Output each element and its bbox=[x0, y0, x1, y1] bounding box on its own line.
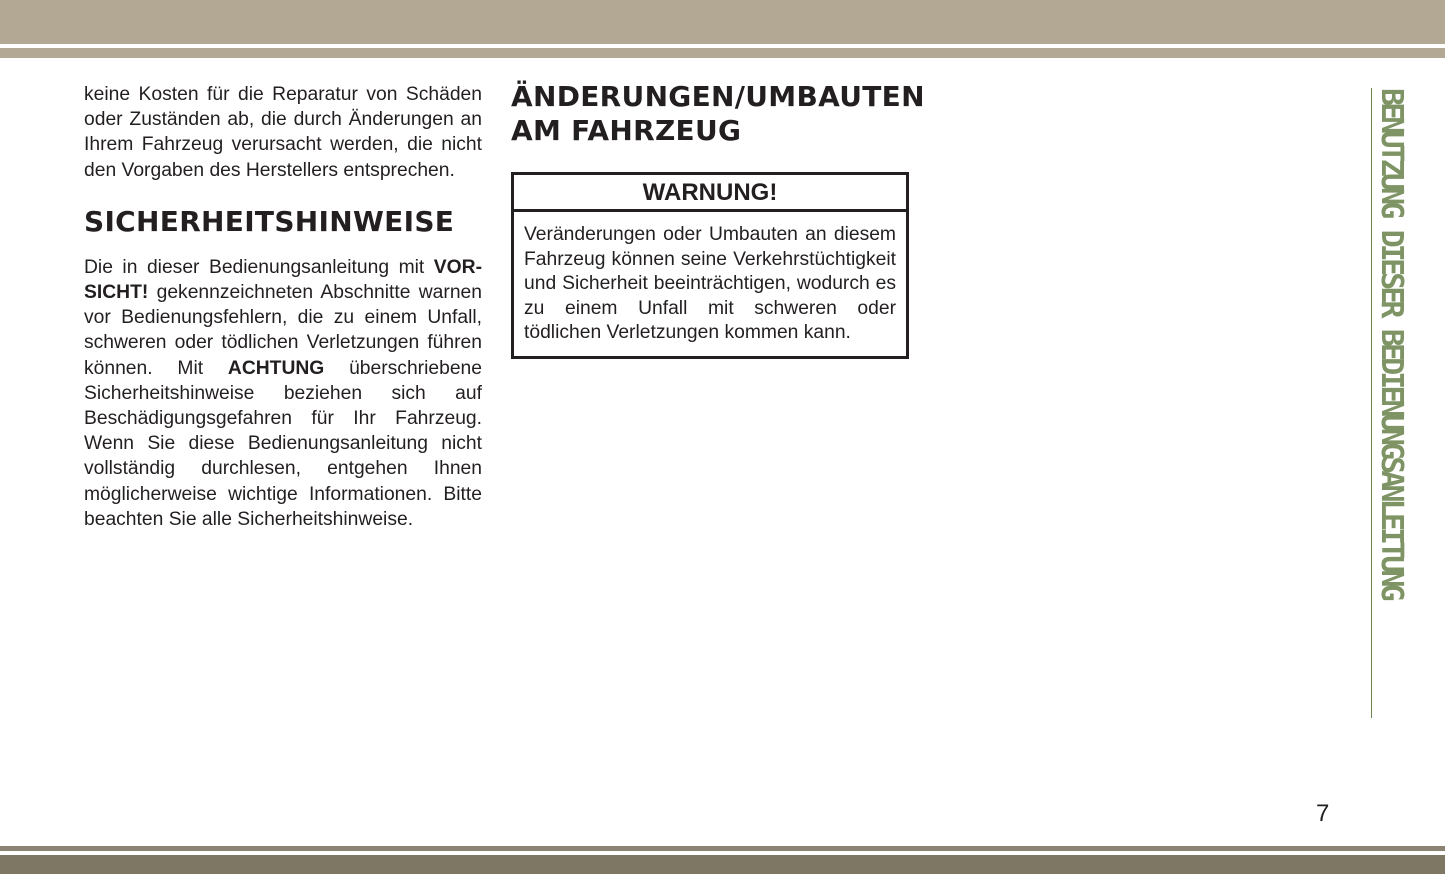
intro-paragraph: keine Kosten für die Reparatur von Schäden oder Zuständen ab, die durch Änderungen an Ihrem Fahrzeug verursacht werden, die nicht den Vorgaben des Herstellers entsprechen. bbox=[84, 84, 482, 181]
warning-box bbox=[511, 172, 909, 359]
title-line-1: ÄNDERUNGEN/UMBAUTEN bbox=[511, 80, 925, 113]
header-rule bbox=[0, 48, 1445, 58]
safety-text-2: gekennzeichneten Abschnitte warnen vor Bedienungsfehlern, die zu einem Unfall, schweren oder tödlichen Verletzungen führen können. Mit bbox=[84, 282, 482, 379]
title-line-2: AM FAHRZEUG bbox=[511, 114, 742, 147]
warning-title: WARNUNG! bbox=[514, 175, 906, 212]
section-title-modifications bbox=[511, 80, 925, 148]
footer-rule bbox=[0, 846, 1445, 851]
warning-text: Veränderungen oder Umbauten an diesem Fahrzeug können seine Verkehrstüchtigkeit und Sicherheit beeinträchtigen, wodurch es zu einem Unfall mit schweren oder tödlichen Verletzungen kommen kann. bbox=[524, 224, 896, 344]
chapter-side-tab-label: BENUTZUNG DIESER BEDIENUNGSANLEITUNG bbox=[1374, 88, 1409, 598]
safety-paragraph bbox=[84, 255, 482, 532]
chapter-side-tab bbox=[1371, 88, 1412, 718]
bold-term-vorsicht: VOR-SICHT! bbox=[84, 256, 482, 304]
right-column bbox=[511, 80, 925, 359]
header-band bbox=[0, 0, 1445, 44]
section-title-safety: SICHERHEITSHINWEISE bbox=[84, 204, 455, 238]
safety-text-1: Die in dieser Bedienungsanleitung mit bbox=[84, 256, 434, 278]
footer-band bbox=[0, 855, 1445, 874]
page-number: 7 bbox=[1316, 800, 1330, 827]
safety-text-3: überschriebene Sicherheitshinweise beziehen sich auf Beschädigungsgefahren für Ihr Fahrzeug. Wenn Sie diese Bedienungsanleitung nicht vollständig durchlesen, entgehen Ihnen möglicherweise wichtige Informationen. Bitte beachten Sie alle Sicherheitshinweise. bbox=[84, 357, 482, 530]
left-column bbox=[84, 82, 482, 532]
warning-body bbox=[514, 212, 906, 356]
bold-term-achtung: ACHTUNG bbox=[227, 357, 325, 379]
